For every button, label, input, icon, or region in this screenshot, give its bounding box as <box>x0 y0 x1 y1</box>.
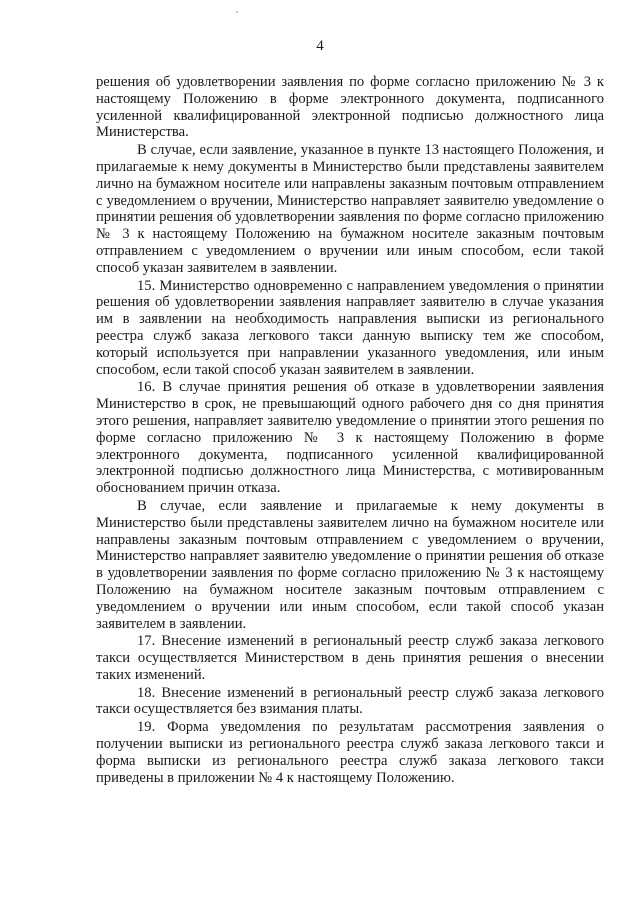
paragraph-14-addendum: В случае, если заявление, указанное в пункте 13 настоящего Положения, и прилагаемые к нему документы в Министерство были представлены заявителем лично на бумажном носителе или направлены заказным почтовым отправлением с уведомлением о вручении, Министерство направляет заявителю уведомление о принятии решения об удовлетворении заявления по форме согласно приложению № 3 к настоящему Положению на бумажном носителе заказным почтовым отправлением с уведомлением о вручении или иным способом, если такой способ указан заявителем в заявлении. <box>96 142 604 276</box>
page-number: 4 <box>316 38 324 54</box>
paragraph-17: 17. Внесение изменений в региональный реестр служб заказа легкового такси осуществляется Министерством в день принятия решения о внесении таких изменений. <box>96 633 604 683</box>
paragraph-15: 15. Министерство одновременно с направлением уведомления о принятии решения об удовлетворении заявления направляет заявителю в случае указания им в заявлении на необходимость направления выписки из регионального реестра служб заказа легкового такси данную выписку тем же способом, который используется при направлении указанного уведомления, или иным способом, если такой способ указан заявителем в заявлении. <box>96 277 604 378</box>
paragraph-19: 19. Форма уведомления по результатам рассмотрения заявления о получении выписки из регионального реестра служб заказа легкового такси и форма выписки из регионального реестра служб заказа легкового такси приведены в приложении № 4 к настоящему Положению. <box>96 719 604 786</box>
paragraph-18: 18. Внесение изменений в региональный реестр служб заказа легкового такси осуществляется без взимания платы. <box>96 684 604 718</box>
scan-speck <box>236 11 238 13</box>
paragraph-continuation: решения об удовлетворении заявления по форме согласно приложению № 3 к настоящему Положению в форме электронного документа, подписанного усиленной квалифицированной электронной подписью должностного лица Министерства. <box>96 74 604 141</box>
paragraph-16-addendum: В случае, если заявление и прилагаемые к нему документы в Министерство были представлены заявителем лично на бумажном носителе или направлены заказным почтовым отправлением с уведомлением о вручении, Министерство направляет заявителю уведомление о принятии решения об отказе в удовлетворении заявления по форме согласно приложению № 3 к настоящему Положению на бумажном носителе заказным почтовым отправлением с уведомлением о вручении или иным способом, если такой способ указан заявителем в заявлении. <box>96 497 604 632</box>
paragraph-16: 16. В случае принятия решения об отказе в удовлетворении заявления Министерство в срок, не превышающий одного рабочего дня со дня принятия этого решения, направляет заявителю уведомление о принятии этого решения по форме согласно приложению № 3 к настоящему Положению в форме электронного документа, подписанного усиленной квалифицированной электронной подписью должностного лица Министерства, с мотивированным обоснованием причин отказа. <box>96 379 604 497</box>
document-body <box>96 74 604 786</box>
